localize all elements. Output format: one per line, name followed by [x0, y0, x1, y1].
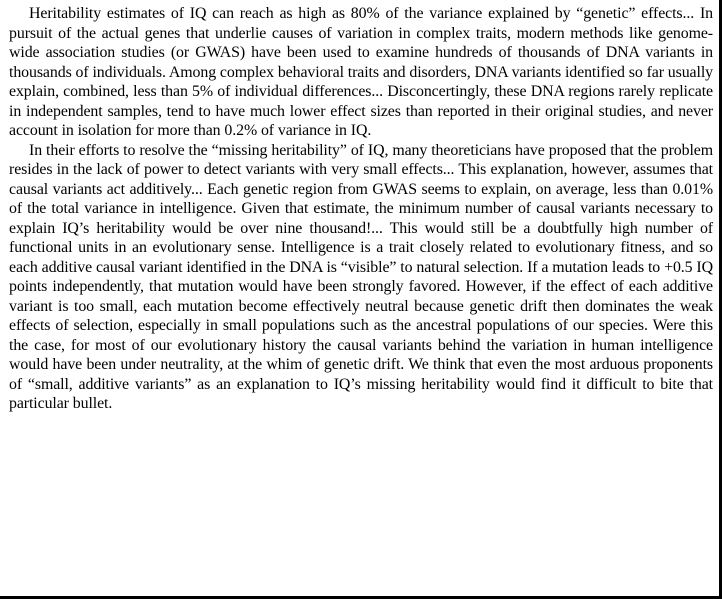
paragraph-heritability-estimates: Heritability estimates of IQ can reach as high as 80% of the variance explained by “genetic” effects... In pursuit of the actual genes that underlie causes of variation in complex traits, modern methods like genome-wide association studies (or GWAS) have been used to examine hundreds of thousands of DNA variants in thousands of individuals. Among complex behavioral traits and disorders, DNA variants identified so far usually explain, combined, less than 5% of individual differences... Disconcertingly, these DNA regions rarely replicate in independent samples, tend to have much lower effect sizes than reported in their original studies, and never account in isolation for more than 0.2% of variance in IQ.	[9, 5, 713, 139]
quote-text-block	[9, 4, 713, 414]
paragraph-missing-heritability: In their efforts to resolve the “missing heritability” of IQ, many theoreticians have proposed that the problem resides in the lack of power to detect variants with very small effects... This explanation, however, assumes that causal variants act additively... Each genetic region from GWAS seems to explain, on average, less than 0.01% of the total variance in intelligence. Given that estimate, the minimum number of causal variants necessary to explain IQ’s heritability would be over nine thousand!... This would still be a doubtfully high number of functional units in an evolutionary sense. Intelligence is a trait closely related to evolutionary fitness, and so each additive causal variant identified in the DNA is “visible” to natural selection. If a mutation leads to +0.5 IQ points independently, that mutation would have been strongly favored. However, if the effect of each additive variant is too small, each mutation become effectively neutral because genetic drift then dominates the weak effects of selection, especially in small populations such as the ancestral populations of our species. Were this the case, for most of our evolutionary history the causal variants behind the variation in human intelligence would have been under neutrality, at the whim of genetic drift. We think that even the most arduous proponents of “small, additive variants” as an explanation to IQ’s missing heritability would find it difficult to bite that particular bullet.	[9, 141, 713, 412]
